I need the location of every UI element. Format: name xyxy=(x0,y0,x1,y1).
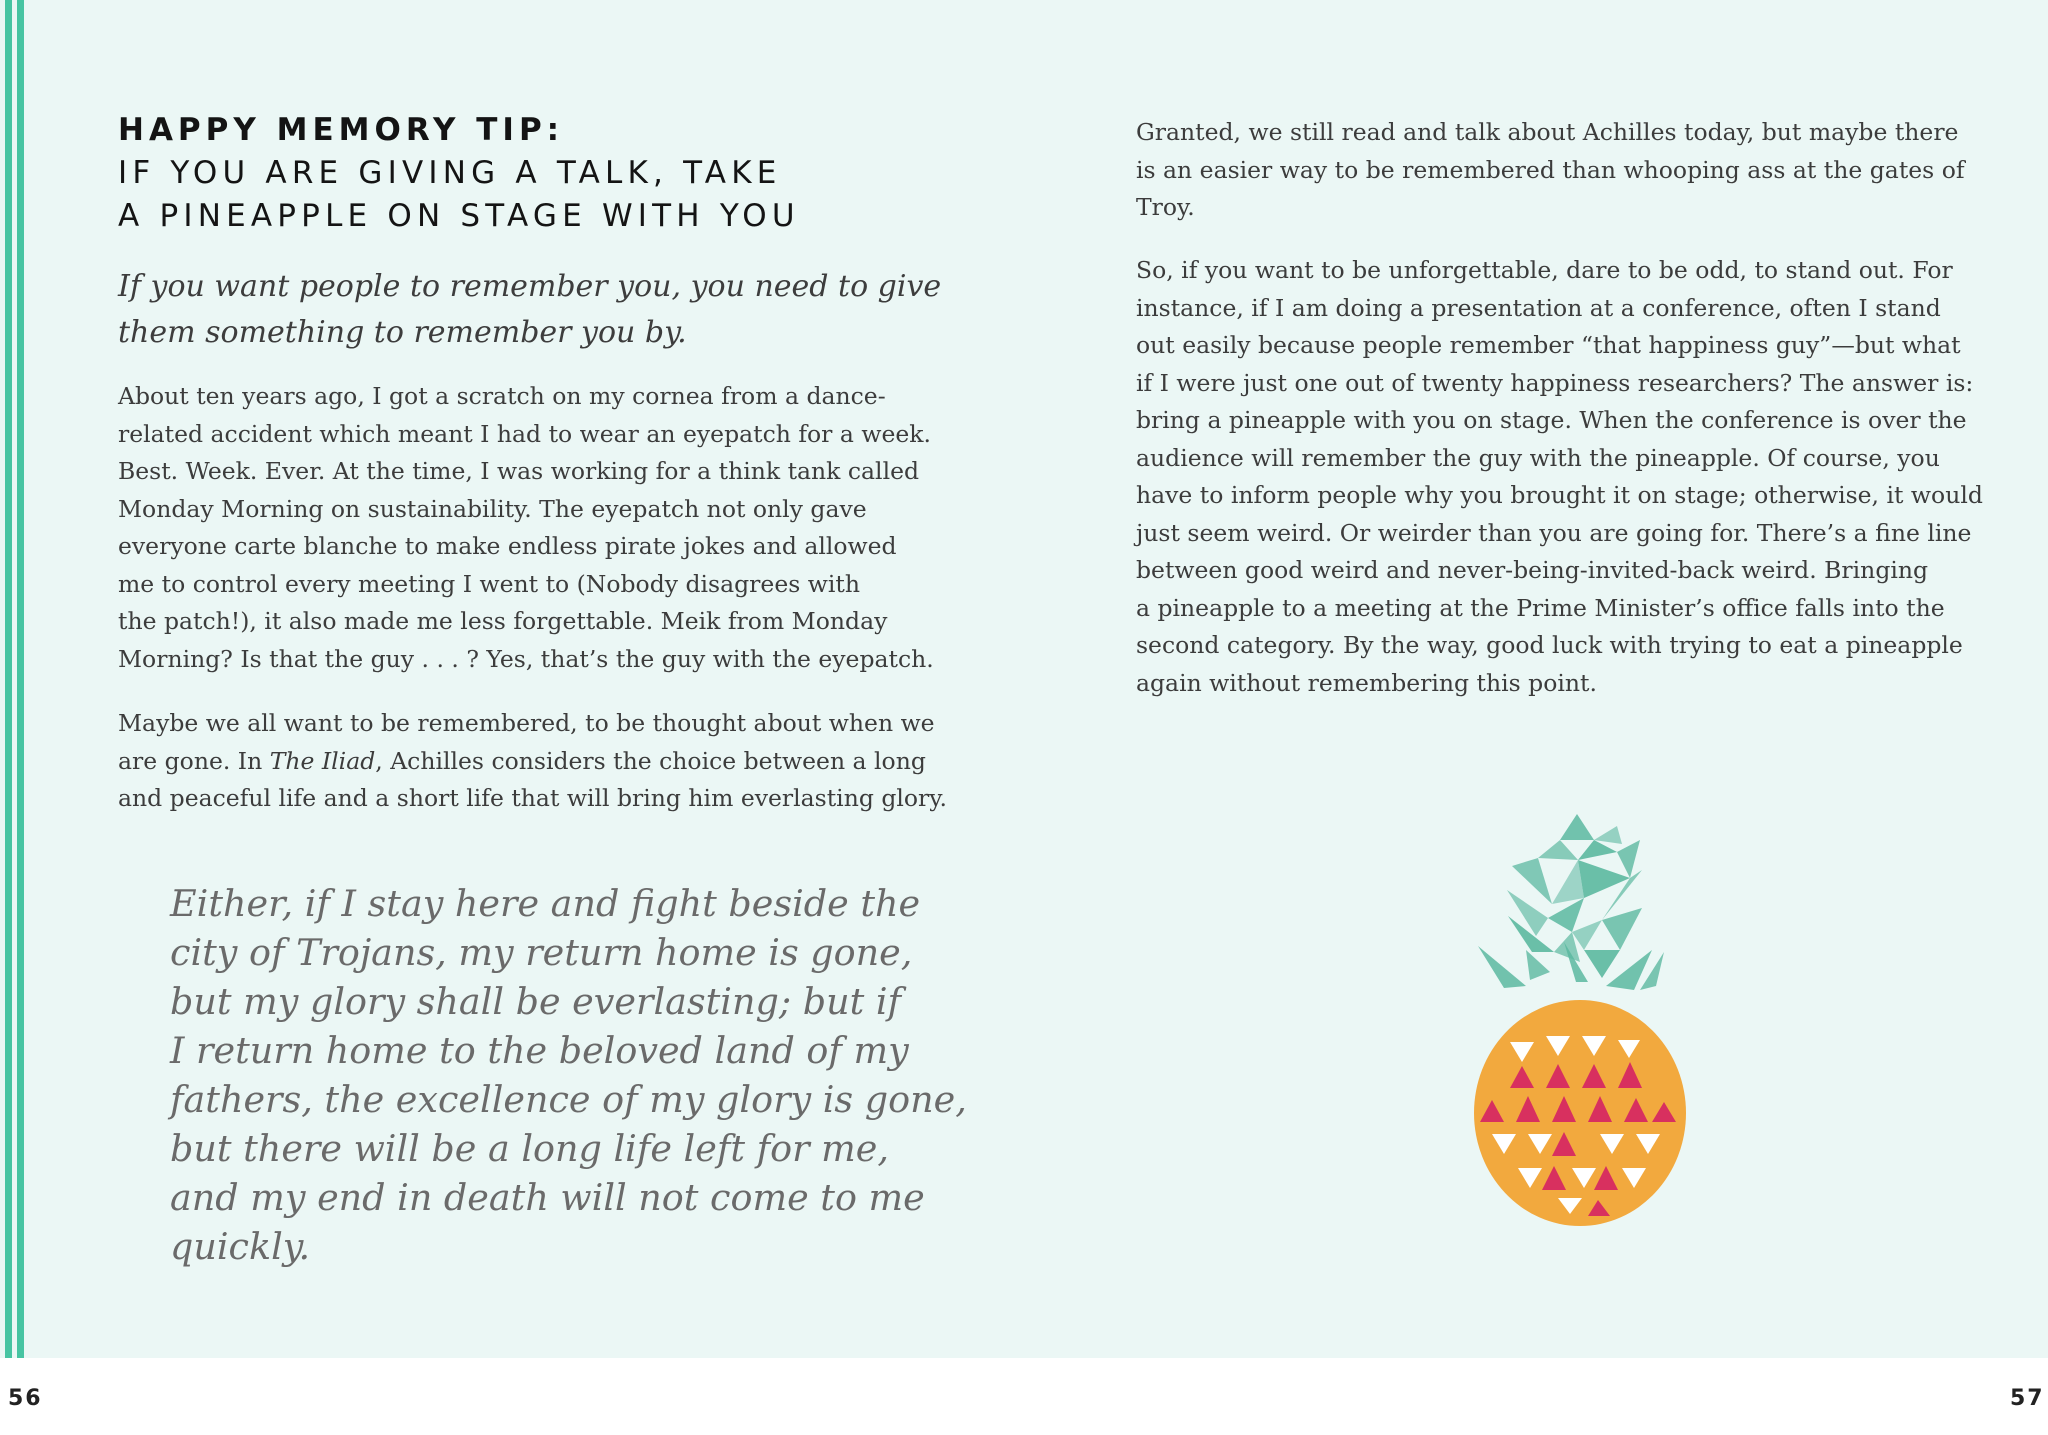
page-number-right: 57 xyxy=(2010,1386,2045,1411)
paragraph-2-text-before: Maybe we all want to be remembered, to be thought about when we are gone. In xyxy=(118,709,935,775)
paragraph-2-text-after: , Achilles considers the choice between a long and peaceful life and a short life that will bring him everlasting glory. xyxy=(118,746,947,812)
right-paragraph-1: Granted, we still read and talk about Achilles today, but maybe there is an easier way to be remembered than whooping ass at the gates of Troy. xyxy=(1136,118,1965,221)
left-margin-stripe-inner xyxy=(17,0,24,1358)
right-paragraph-2: So, if you want to be unforgettable, dare to be odd, to stand out. For instance, if I am doing a presentation at a conference, often I stand out easily because people remember “that happiness guy”—but what if I were just one out of twenty happiness researchers? The answer is: bring a pineapple with you on stage. When the conference is over the audience will remember the guy with the pineapple. Of course, you have to inform people why you brought it on stage; otherwise, it would just seem weird. Or weirder than you are going for. There’s a fine line between good weird and never-being-invited-back weird. Bringing a pineapple to a meeting at the Prime Minister’s office falls into the second category. By the way, good luck with trying to eat a pineapple again without remembering this point. xyxy=(1136,256,1983,697)
lead-statement: If you want people to remember you, you need to give them something to remember you by. xyxy=(118,269,942,350)
tip-heading xyxy=(118,108,1018,238)
book-title-iliad: The Iliad xyxy=(269,746,376,775)
left-paragraph-2 xyxy=(118,705,978,818)
left-margin-stripe xyxy=(5,0,12,1358)
pineapple-leaves xyxy=(1478,814,1664,990)
iliad-quote: Either, if I stay here and fight beside the city of Trojans, my return home is gone, but my glory shall be everlasting; but if I return home to the beloved land of my fathers, the excellence of my glory is gone, but there will be a long life left for me, and my end in death will not come to me quickly. xyxy=(170,882,967,1268)
tip-label: HAPPY MEMORY TIP: xyxy=(118,112,565,148)
left-paragraph-1: About ten years ago, I got a scratch on my cornea from a dance- related accident which meant I had to wear an eyepatch for a week. Best. Week. Ever. At the time, I was working for a think tank called Monday Morning on sustainability. The eyepatch not only gave everyone carte blanche to make endless pirate jokes and allowed me to control every meeting I went to (Nobody disagrees with the patch!), it also made me less forgettable. Meik from Monday Morning? Is that the guy . . . ? Yes, that’s the guy with the eyepatch. xyxy=(118,382,934,673)
pineapple-body xyxy=(1474,1000,1686,1226)
tip-title: IF YOU ARE GIVING A TALK, TAKE A PINEAPPLE ON STAGE WITH YOU xyxy=(118,155,800,234)
page-number-left: 56 xyxy=(8,1386,43,1411)
pineapple-illustration xyxy=(1452,800,1712,1260)
